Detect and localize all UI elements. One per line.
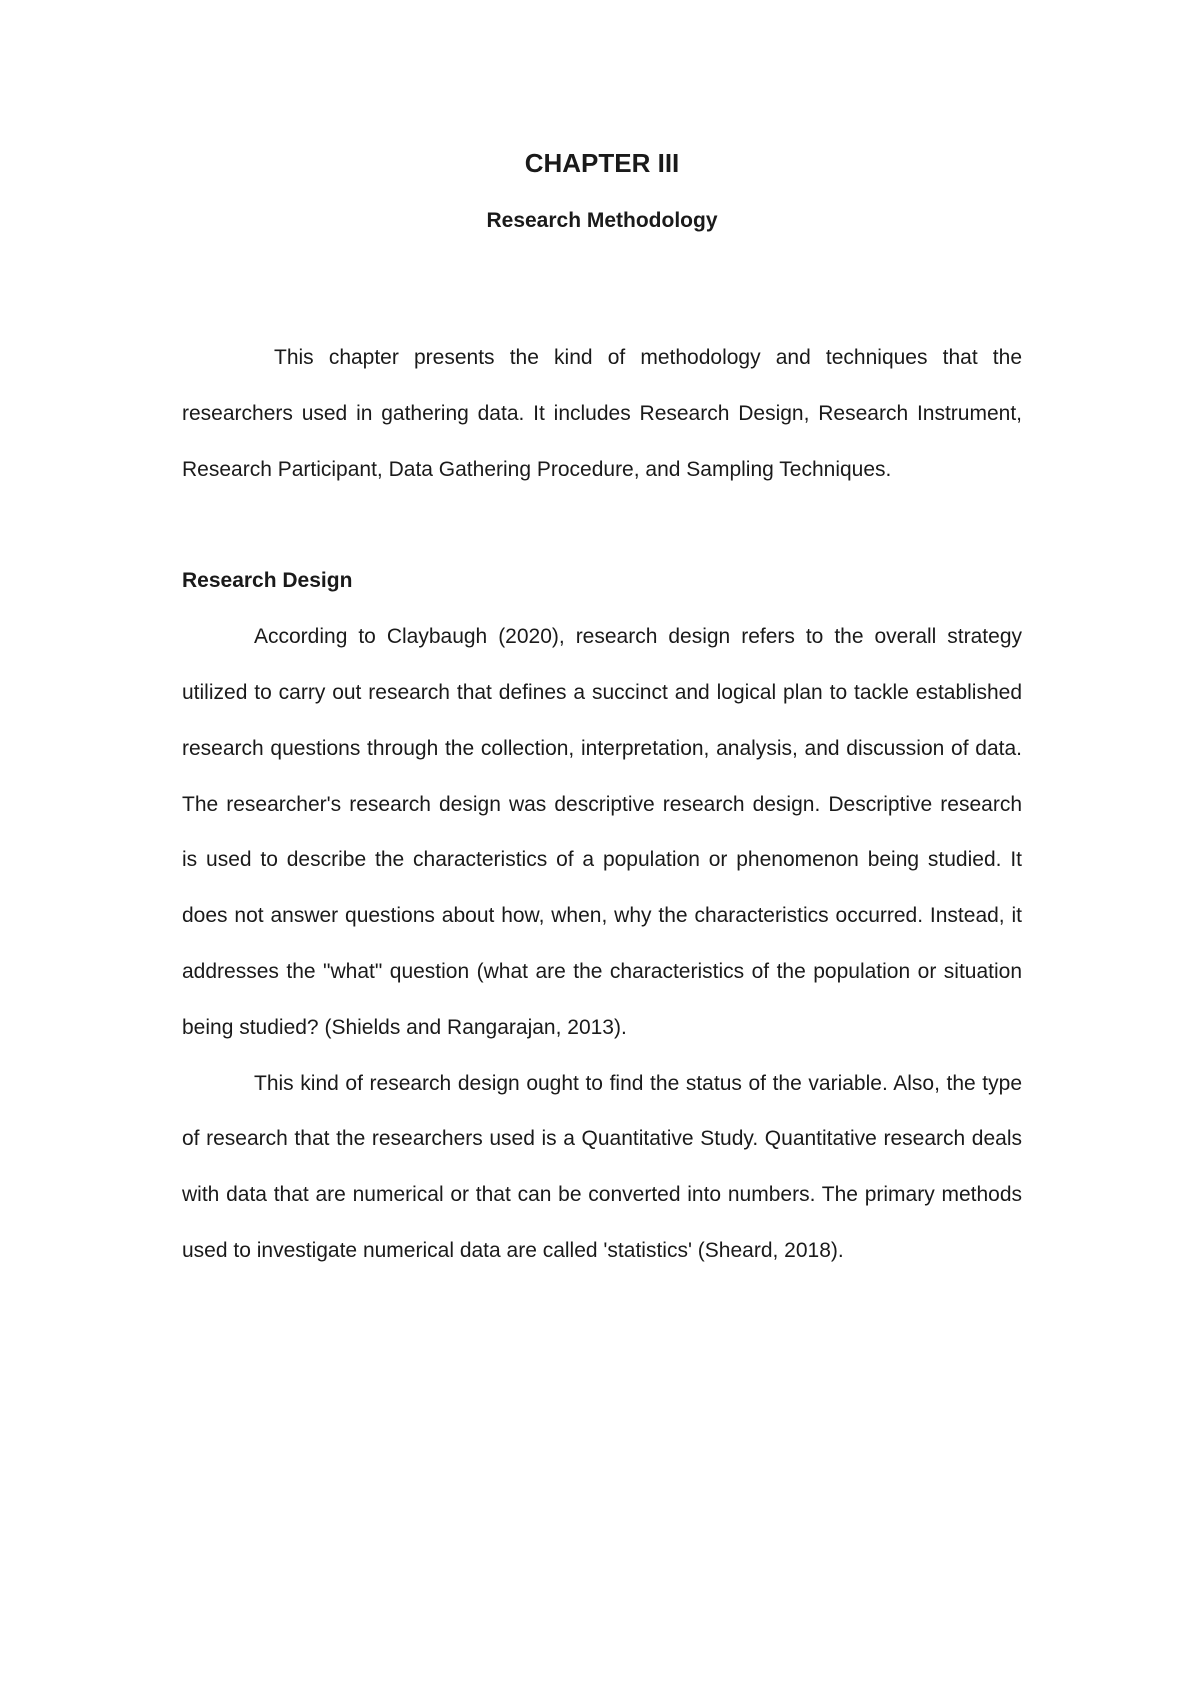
chapter-subtitle: Research Methodology [486,209,718,232]
section-heading-research-design: Research Design [182,569,353,593]
chapter-title: CHAPTER III [524,148,680,178]
intro-paragraph: This chapter presents the kind of methodology and techniques that the researchers used in gathering data. It includes Research Design, Research Instrument, Research Participant, Data Gathering Procedure, and Sampling Techniques. [182,346,1022,481]
research-design-paragraph-2: This kind of research design ought to find the status of the variable. Also, the type of research that the researchers used is a Quantitative Study. Quantitative research deals with data that are numerical or that can be converted into numbers. The primary methods used to investigate numerical data are called 'statistics' (Sheard, 2018). [182,1071,1022,1262]
page-content [182,142,1022,1279]
research-design-paragraph-1: According to Claybaugh (2020), research design refers to the overall strategy utilized to carry out research that defines a succinct and logical plan to tackle established research questions through the collection, interpretation, analysis, and discussion of data. The researcher's research design was descriptive research design. Descriptive research is used to describe the characteristics of a population or phenomenon being studied. It does not answer questions about how, when, why the characteristics occurred. Instead, it addresses the "what" question (what are the characteristics of the population or situation being studied? (Shields and Rangarajan, 2013). [182,625,1022,1039]
